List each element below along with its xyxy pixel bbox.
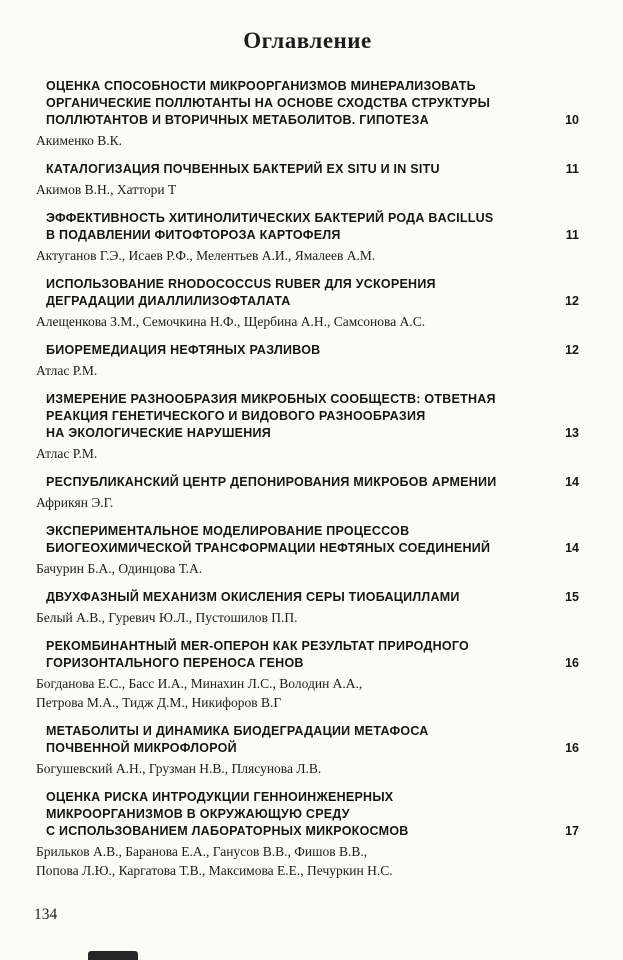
entry-page-number: 16 (565, 656, 579, 670)
entry-authors (36, 759, 579, 778)
entry-authors-line: Белый А.В., Гуревич Ю.Л., Пустошилов П.П. (36, 610, 298, 625)
entry-authors (36, 361, 579, 380)
entry-page-number: 14 (565, 475, 579, 489)
entry-title-line: ЭФФЕКТИВНОСТЬ ХИТИНОЛИТИЧЕСКИХ БАКТЕРИЙ РОДА BACILLUS (46, 211, 494, 225)
entry-page-number: 13 (565, 426, 579, 440)
entry-authors (36, 493, 579, 512)
entry-title-line: ДЕГРАДАЦИИ ДИАЛЛИЛИЗОФТАЛАТА (46, 294, 291, 308)
entry-title-line: ПОЧВЕННОЙ МИКРОФЛОРОЙ (46, 741, 237, 755)
entry-title-line: ЭКСПЕРИМЕНТАЛЬНОЕ МОДЕЛИРОВАНИЕ ПРОЦЕССОВ (46, 524, 410, 538)
entry-title-line: С ИСПОЛЬЗОВАНИЕМ ЛАБОРАТОРНЫХ МИКРОКОСМОВ (46, 824, 409, 838)
entry-page-number: 16 (565, 741, 579, 755)
entry-title-line: МИКРООРГАНИЗМОВ В ОКРУЖАЮЩУЮ СРЕДУ (46, 807, 350, 821)
entry-page-number: 10 (565, 113, 579, 127)
entry-authors-line: Актуганов Г.Э., Исаев Р.Ф., Мелентьев А.И., Ямалеев А.М. (36, 248, 376, 263)
entry-authors (36, 444, 579, 463)
toc-entry-row (36, 210, 579, 244)
entry-title (46, 789, 555, 840)
toc-entry-row (36, 342, 579, 359)
entry-title (46, 210, 556, 244)
entry-authors (36, 131, 579, 150)
entry-title-line: ОЦЕНКА РИСКА ИНТРОДУКЦИИ ГЕННОИНЖЕНЕРНЫХ (46, 790, 394, 804)
entry-title (46, 342, 555, 359)
toc-entry-row (36, 789, 579, 840)
entry-authors-line: Атлас Р.М. (36, 363, 98, 378)
entry-page-number: 11 (565, 228, 579, 242)
entry-title-line: НА ЭКОЛОГИЧЕСКИЕ НАРУШЕНИЯ (46, 426, 271, 440)
entry-authors (36, 674, 579, 712)
entry-authors-line: Богданова Е.С., Басс И.А., Минахин Л.С., Володин А.А., (36, 676, 363, 691)
entry-authors-line: Брильков А.В., Баранова Е.А., Ганусов В.В., Фишов В.В., (36, 844, 368, 859)
entry-authors-line: Атлас Р.М. (36, 446, 98, 461)
entry-authors-line: Петрова М.А., Тидж Д.М., Никифоров В.Г (36, 695, 282, 710)
toc-entry (36, 210, 579, 265)
entry-title (46, 78, 555, 129)
entry-title (46, 589, 555, 606)
entry-authors (36, 559, 579, 578)
entry-title-line: РЕСПУБЛИКАНСКИЙ ЦЕНТР ДЕПОНИРОВАНИЯ МИКРОБОВ АРМЕНИИ (46, 475, 497, 489)
entry-title-line: РЕКОМБИНАНТНЫЙ MER-ОПЕРОН КАК РЕЗУЛЬТАТ ПРИРОДНОГО (46, 639, 470, 653)
entry-page-number: 12 (565, 343, 579, 357)
entry-authors (36, 312, 579, 331)
entry-page-number: 11 (565, 162, 579, 176)
entry-title-line: БИОГЕОХИМИЧЕСКОЙ ТРАНСФОРМАЦИИ НЕФТЯНЫХ СОЕДИНЕНИЙ (46, 541, 491, 555)
entry-authors (36, 608, 579, 627)
entry-authors-line: Бачурин Б.А., Одинцова Т.А. (36, 561, 203, 576)
entry-title (46, 391, 555, 442)
entry-authors-line: Акимов В.Н., Хаттори Т (36, 182, 177, 197)
toc-entry-row (36, 638, 579, 672)
toc-entry-row (36, 523, 579, 557)
toc-entry (36, 78, 579, 150)
toc-entry-row (36, 276, 579, 310)
entry-title-line: ИЗМЕРЕНИЕ РАЗНООБРАЗИЯ МИКРОБНЫХ СООБЩЕСТВ: ОТВЕТНАЯ (46, 392, 496, 406)
toc-entry (36, 789, 579, 880)
toc-entry-row (36, 589, 579, 606)
entry-title-line: ОРГАНИЧЕСКИЕ ПОЛЛЮТАНТЫ НА ОСНОВЕ СХОДСТВА СТРУКТУРЫ (46, 96, 491, 110)
entry-title (46, 161, 556, 178)
toc-entry (36, 161, 579, 199)
entry-title-line: В ПОДАВЛЕНИИ ФИТОФТОРОЗА КАРТОФЕЛЯ (46, 228, 341, 242)
entry-title-line: ПОЛЛЮТАНТОВ И ВТОРИЧНЫХ МЕТАБОЛИТОВ. ГИПОТЕЗА (46, 113, 429, 127)
toc-entry-row (36, 161, 579, 178)
entry-authors-line: Богушевский А.Н., Грузман Н.В., Плясунова Л.В. (36, 761, 322, 776)
entry-page-number: 15 (565, 590, 579, 604)
entry-title (46, 276, 555, 310)
entry-title-line: ОЦЕНКА СПОСОБНОСТИ МИКРООРГАНИЗМОВ МИНЕРАЛИЗОВАТЬ (46, 79, 476, 93)
toc-entry (36, 523, 579, 578)
entry-title (46, 474, 555, 491)
entry-authors (36, 180, 579, 199)
entry-title-line: МЕТАБОЛИТЫ И ДИНАМИКА БИОДЕГРАДАЦИИ МЕТАФОСА (46, 724, 429, 738)
entry-title-line: БИОРЕМЕДИАЦИЯ НЕФТЯНЫХ РАЗЛИВОВ (46, 343, 321, 357)
entry-title (46, 723, 555, 757)
entry-authors-line: Африкян Э.Г. (36, 495, 114, 510)
scan-artifact (88, 951, 138, 960)
entry-authors (36, 842, 579, 880)
toc-entry (36, 342, 579, 380)
entry-authors-line: Акименко В.К. (36, 133, 123, 148)
toc-entry-row (36, 723, 579, 757)
entry-page-number: 14 (565, 541, 579, 555)
entry-authors (36, 246, 579, 265)
toc-entry (36, 391, 579, 463)
toc-entry (36, 589, 579, 627)
entry-title-line: ИСПОЛЬЗОВАНИЕ RHODOCOCCUS RUBER ДЛЯ УСКОРЕНИЯ (46, 277, 436, 291)
entry-title (46, 638, 555, 672)
entry-title (46, 523, 555, 557)
entry-title-line: ДВУХФАЗНЫЙ МЕХАНИЗМ ОКИСЛЕНИЯ СЕРЫ ТИОБАЦИЛЛАМИ (46, 590, 460, 604)
entry-title-line: ГОРИЗОНТАЛЬНОГО ПЕРЕНОСА ГЕНОВ (46, 656, 304, 670)
entry-page-number: 17 (565, 824, 579, 838)
page-title: Оглавление (243, 28, 372, 53)
toc-list (36, 78, 579, 880)
folio-page-number: 134 (34, 906, 58, 923)
toc-entry-row (36, 78, 579, 129)
entry-title-line: РЕАКЦИЯ ГЕНЕТИЧЕСКОГО И ВИДОВОГО РАЗНООБРАЗИЯ (46, 409, 426, 423)
entry-page-number: 12 (565, 294, 579, 308)
entry-authors-line: Алещенкова З.М., Семочкина Н.Ф., Щербина А.Н., Самсонова А.С. (36, 314, 426, 329)
toc-entry-row (36, 391, 579, 442)
toc-entry (36, 474, 579, 512)
toc-entry-row (36, 474, 579, 491)
toc-entry (36, 276, 579, 331)
toc-entry (36, 723, 579, 778)
entry-authors-line: Попова Л.Ю., Каргатова Т.В., Максимова Е.Е., Печуркин Н.С. (36, 863, 393, 878)
entry-title-line: КАТАЛОГИЗАЦИЯ ПОЧВЕННЫХ БАКТЕРИЙ EX SITU И IN SITU (46, 162, 440, 176)
toc-entry (36, 638, 579, 712)
